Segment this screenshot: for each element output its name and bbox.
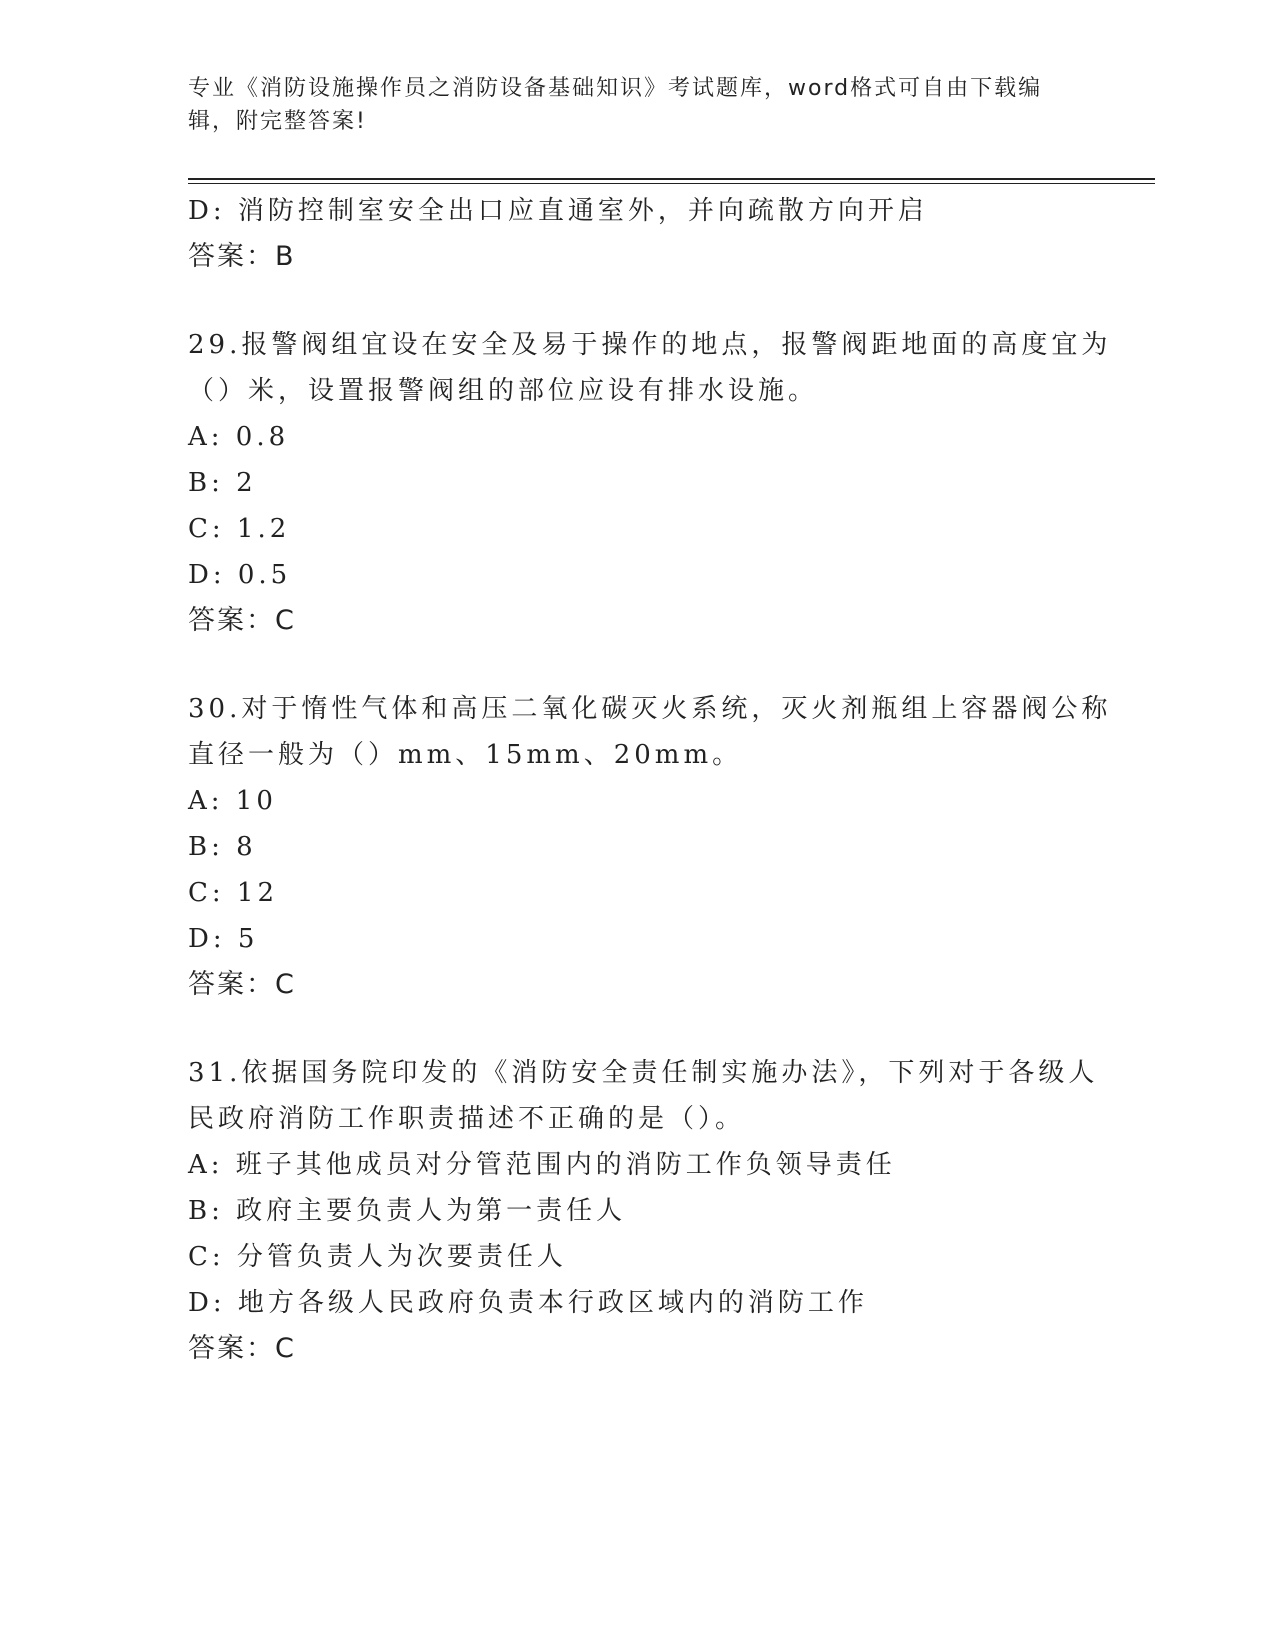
answer-line: 答案：B	[188, 241, 296, 272]
question-stem-line-1: 31.依据国务院印发的《消防安全责任制实施办法》，下列对于各级人	[188, 1058, 1099, 1088]
header-divider-thin	[188, 183, 1155, 184]
spacer	[188, 280, 1088, 322]
option-b: B: 2	[188, 468, 257, 498]
option-a: A: 10	[188, 786, 277, 816]
answer-line: 答案：C	[188, 605, 296, 636]
header-line-2: 辑，附完整答案!	[188, 109, 367, 134]
spacer	[188, 1008, 1088, 1050]
header-line-1: 专业《消防设施操作员之消防设备基础知识》考试题库，word格式可自由下载编	[188, 76, 1043, 101]
document-header	[188, 72, 1068, 138]
question-30	[188, 686, 1112, 1008]
question-stem-line-2: 民政府消防工作职责描述不正确的是（）。	[188, 1104, 746, 1134]
question-stem-line-1: 29.报警阀组宜设在安全及易于操作的地点，报警阀距地面的高度宜为	[188, 330, 1112, 360]
option-a: A: 0.8	[188, 422, 290, 452]
option-c: C: 1.2	[188, 514, 291, 544]
option-d: D: 地方各级人民政府负责本行政区域内的消防工作	[188, 1288, 868, 1318]
option-b: B: 8	[188, 832, 257, 862]
option-a: A: 班子其他成员对分管范围内的消防工作负领导责任	[188, 1150, 896, 1180]
answer-line: 答案：C	[188, 1333, 296, 1364]
question-content	[188, 188, 1112, 1372]
answer-line: 答案：C	[188, 969, 296, 1000]
spacer	[188, 644, 1088, 686]
option-d: D: 0.5	[188, 560, 292, 590]
previous-question-tail	[188, 188, 1088, 280]
option-d: D: 消防控制室安全出口应直通室外，并向疏散方向开启	[188, 196, 928, 226]
option-b: B: 政府主要负责人为第一责任人	[188, 1196, 627, 1226]
question-stem-line-2: 直径一般为（）mm、15mm、20mm。	[188, 740, 743, 770]
question-stem-line-2: （）米，设置报警阀组的部位应设有排水设施。	[188, 376, 819, 406]
question-stem-line-1: 30.对于惰性气体和高压二氧化碳灭火系统，灭火剂瓶组上容器阀公称	[188, 694, 1112, 724]
option-c: C: 分管负责人为次要责任人	[188, 1242, 567, 1272]
option-d: D: 5	[188, 924, 259, 954]
question-31	[188, 1050, 1099, 1372]
question-29	[188, 322, 1112, 644]
header-divider-thick	[188, 178, 1155, 180]
option-c: C: 12	[188, 878, 279, 908]
